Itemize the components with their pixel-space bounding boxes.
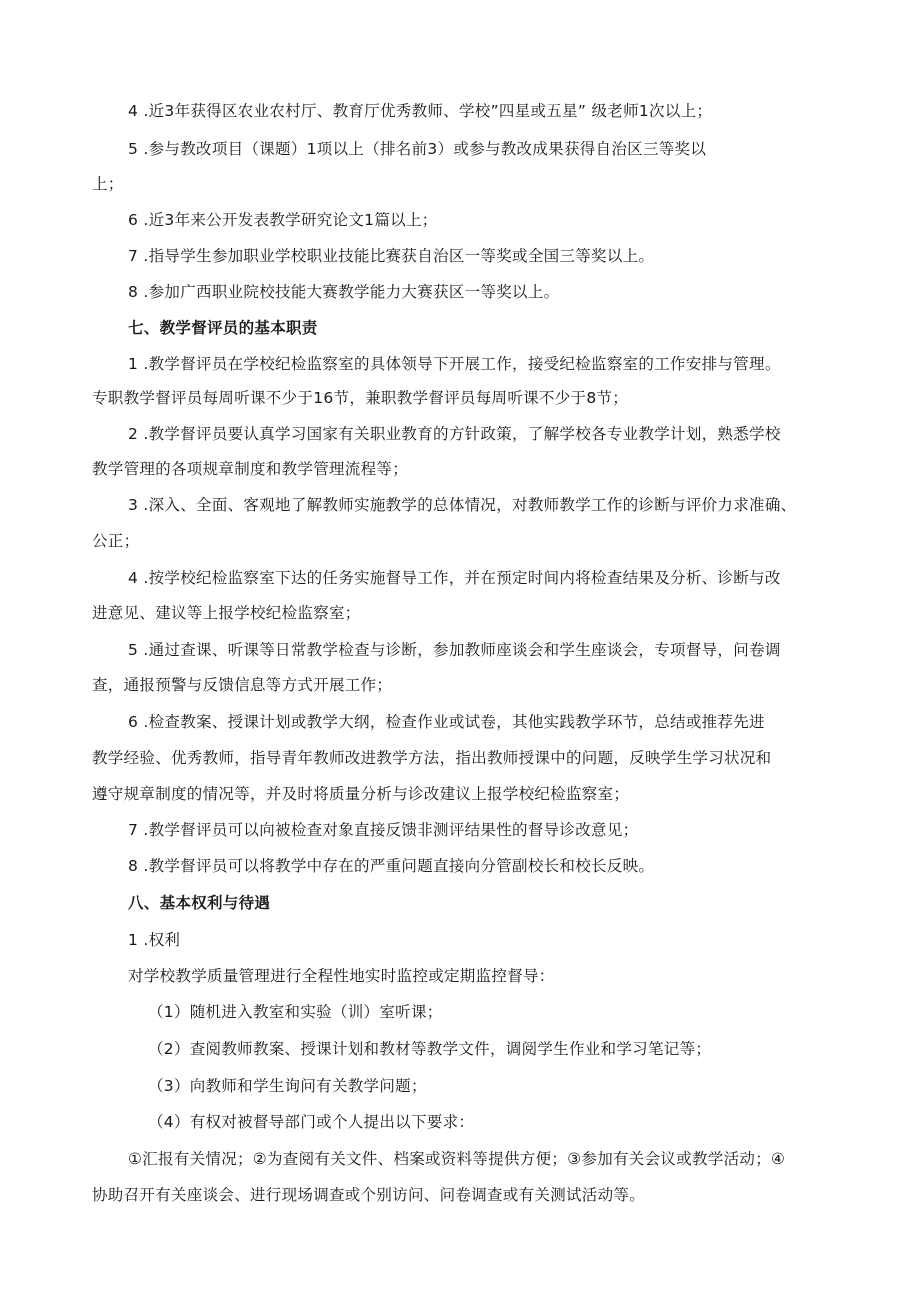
duty-item-5-cont: 查，通报预警与反馈信息等方式开展工作； [92,676,393,694]
rights-subheading: 1 .权利 [128,931,181,949]
duty-item-6: 6 .检查教案、授课计划或教学大纲，检查作业或试卷，其他实践教学环节，总结或推荐先进 [128,713,765,731]
duty-item-6-cont-2: 遵守规章制度的情况等，并及时将质量分析与诊改建议上报学校纪检监察室； [92,785,630,803]
rights-item-4: （4）有权对被督导部门或个人提出以下要求： [148,1113,475,1131]
duty-item-4-cont: 进意见、建议等上报学校纪检监察室； [92,604,361,622]
duty-item-3-cont: 公正； [92,532,140,550]
rights-item-2: （2）查阅教师教案、授课计划和教材等教学文件，调阅学生作业和学习笔记等； [148,1040,712,1058]
rights-item-3: （3）向教师和学生询问有关教学问题； [148,1077,427,1095]
section-heading-7: 七、教学督评员的基本职责 [128,319,318,337]
criteria-item-4: 4 .近3年获得区农业农村厅、教育厅优秀教师、学校”四星或五星” 级老师1次以上； [128,102,713,120]
duty-item-8: 8 .教学督评员可以将教学中存在的严重问题直接向分管副校长和校长反映。 [128,857,655,875]
duty-item-5: 5 .通过查课、听课等日常教学检查与诊断，参加教师座谈会和学生座谈会，专项督导，问卷调 [128,641,781,659]
duty-item-4: 4 .按学校纪检监察室下达的任务实施督导工作，并在预定时间内将检查结果及分析、诊断与改 [128,569,781,587]
duty-item-1-cont: 专职教学督评员每周听课不少于16节，兼职教学督评员每周听课不少于8节； [92,389,629,407]
rights-requirements-cont: 协助召开有关座谈会、进行现场调查或个别访问、问卷调查或有关测试活动等。 [92,1186,646,1204]
rights-intro: 对学校教学质量管理进行全程性地实时监控或定期监控督导： [128,967,555,985]
criteria-item-6: 6 .近3年来公开发表教学研究论文1篇以上； [128,211,438,229]
duty-item-6-cont-1: 教学经验、优秀教师，指导青年教师改进教学方法，指出教师授课中的问题，反映学生学习状况和 [92,749,772,767]
section-heading-8: 八、基本权利与待遇 [128,894,271,912]
rights-item-1: （1）随机进入教室和实验（训）室听课； [148,1003,443,1021]
duty-item-3: 3 .深入、全面、客观地了解教师实施教学的总体情况，对教师教学工作的诊断与评价力求准确、 [128,496,797,514]
duty-item-1: 1 .教学督评员在学校纪检监察室的具体领导下开展工作，接受纪检监察室的工作安排与管理。 [128,355,781,373]
criteria-item-5: 5 .参与教改项目（课题）1项以上（排名前3）或参与教改成果获得自治区三等奖以 [128,140,707,158]
rights-requirements: ①汇报有关情况；②为查阅有关文件、档案或资料等提供方便；③参加有关会议或教学活动；④ [128,1150,786,1168]
criteria-item-7: 7 .指导学生参加职业学校职业技能比赛获自治区一等奖或全国三等奖以上。 [128,247,655,265]
duty-item-2: 2 .教学督评员要认真学习国家有关职业教育的方针政策，了解学校各专业教学计划，熟悉学校 [128,425,781,443]
criteria-item-5-cont: 上； [92,175,124,193]
duty-item-2-cont: 教学管理的各项规章制度和教学管理流程等； [92,460,409,478]
duty-item-7: 7 .教学督评员可以向被检查对象直接反馈非测评结果性的督导诊改意见； [128,821,639,839]
criteria-item-8: 8 .参加广西职业院校技能大赛教学能力大赛获区一等奖以上。 [128,283,560,301]
